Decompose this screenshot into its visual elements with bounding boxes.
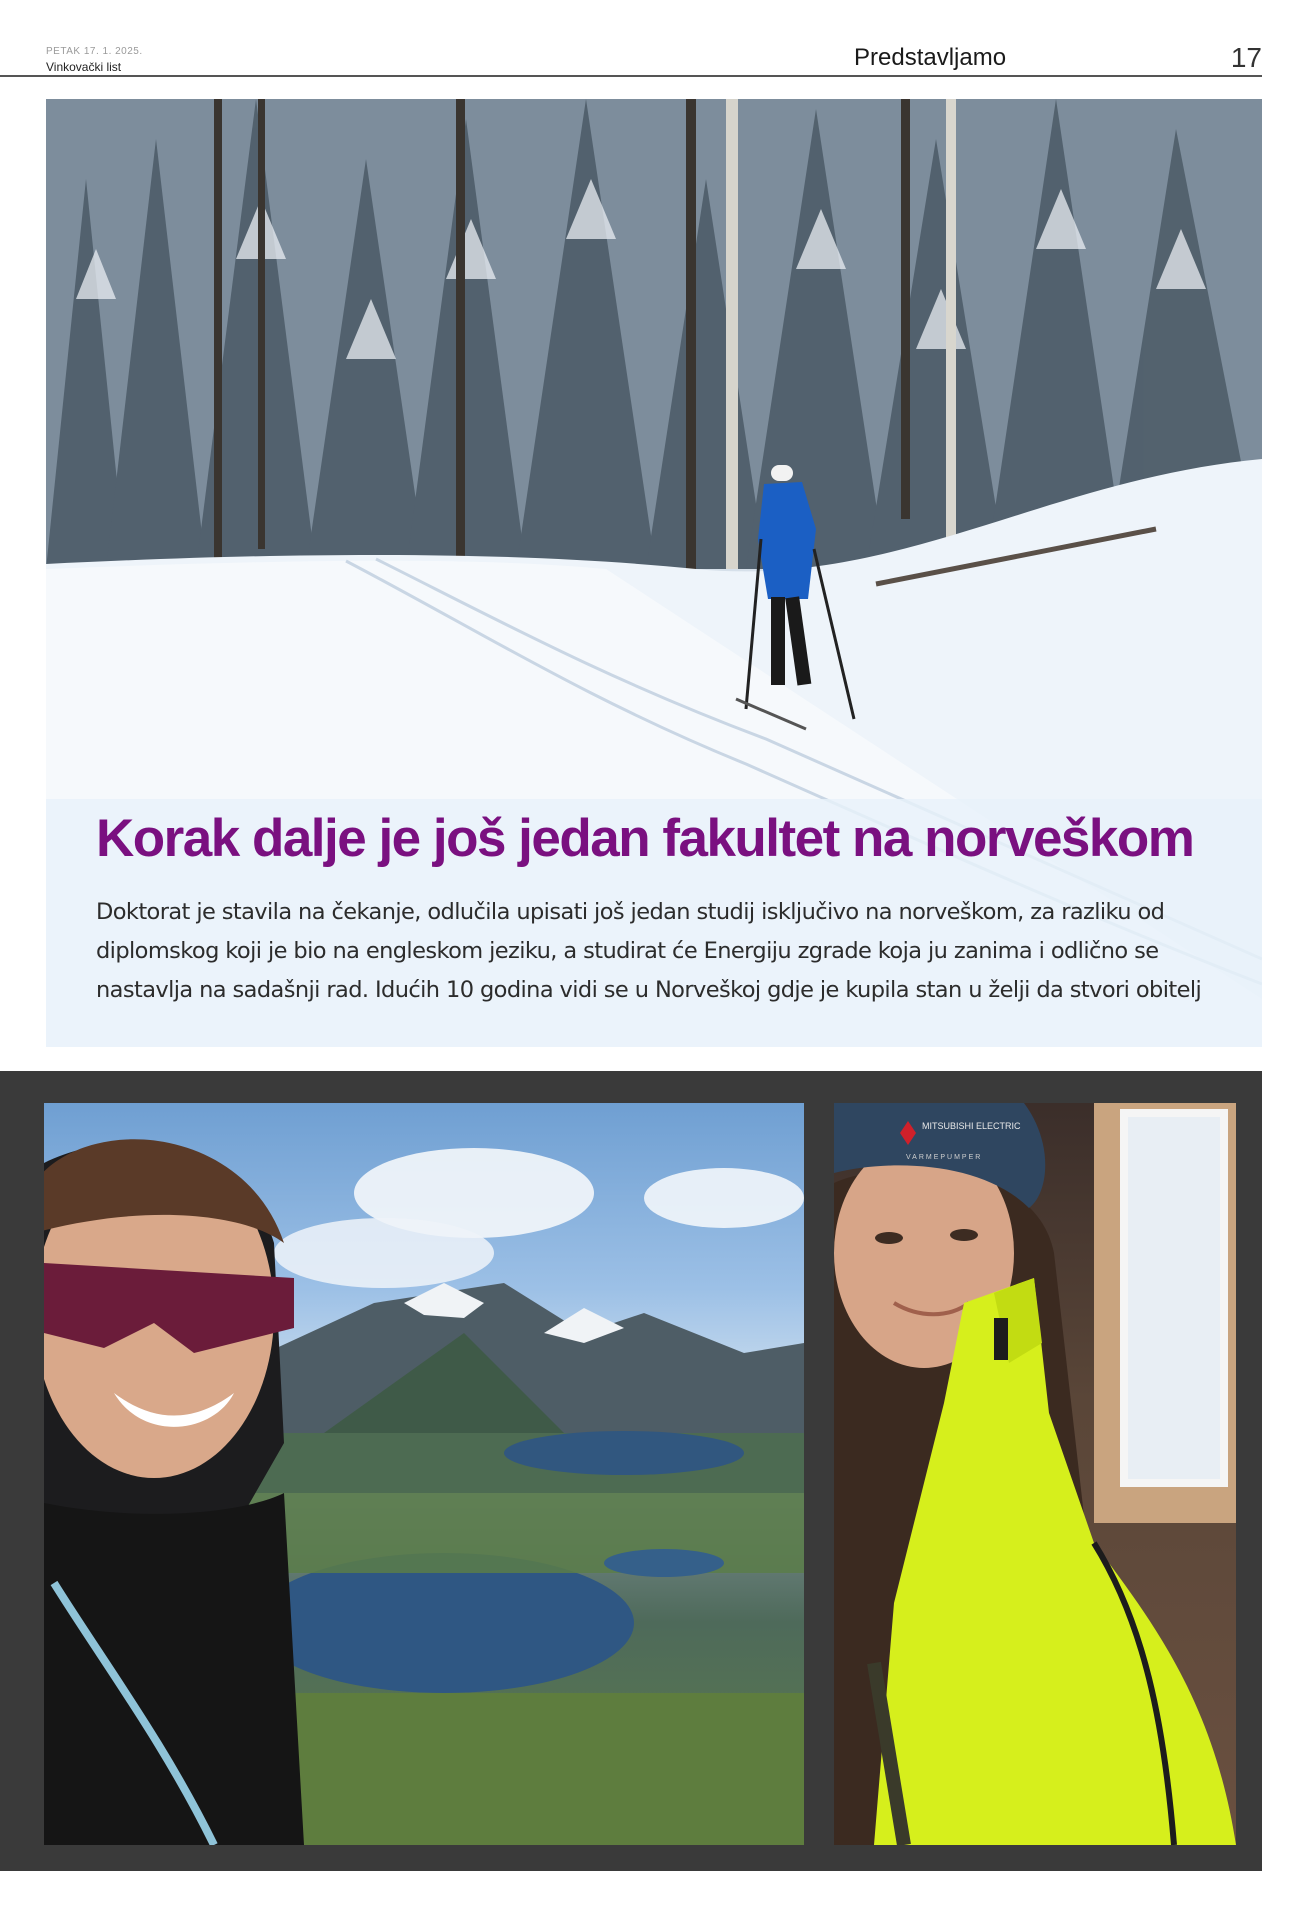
article-headline: Korak dalje je još jedan fakultet na norveškom bbox=[96, 809, 1194, 868]
beanie-logo-text: MITSUBISHI ELECTRIC bbox=[922, 1121, 1021, 1131]
lofoten-landscape bbox=[44, 1103, 804, 1845]
selfie-scene bbox=[834, 1103, 1236, 1845]
page-number: 17 bbox=[1230, 42, 1262, 73]
header-divider bbox=[0, 75, 1262, 77]
mountain-selfie-photo bbox=[44, 1103, 804, 1845]
article-lead: Doktorat je stavila na čekanje, odlučila upisati još jedan studij isključivo na norveškom, za razliku od diplomskog koji je bio na engleskom jeziku, a studirat će Energiju zgrade koja ju zanima i odlično se nastavlja na sadašnji rad. Idućih 10 godina vidi se u Norveškoj gdje je kupila stan u želji da stvori obitelj bbox=[96, 899, 1202, 1003]
photo-gallery bbox=[0, 1071, 1262, 1871]
issue-date: PETAK 17. 1. 2025. bbox=[46, 46, 143, 57]
newspaper-name: Vinkovački list bbox=[46, 60, 122, 74]
page-header bbox=[46, 40, 1262, 76]
section-title: Predstavljamo bbox=[854, 44, 1007, 71]
beanie-sub-text: VARMEPUMPER bbox=[906, 1154, 983, 1161]
hi-vis-selfie-photo bbox=[834, 1103, 1236, 1845]
